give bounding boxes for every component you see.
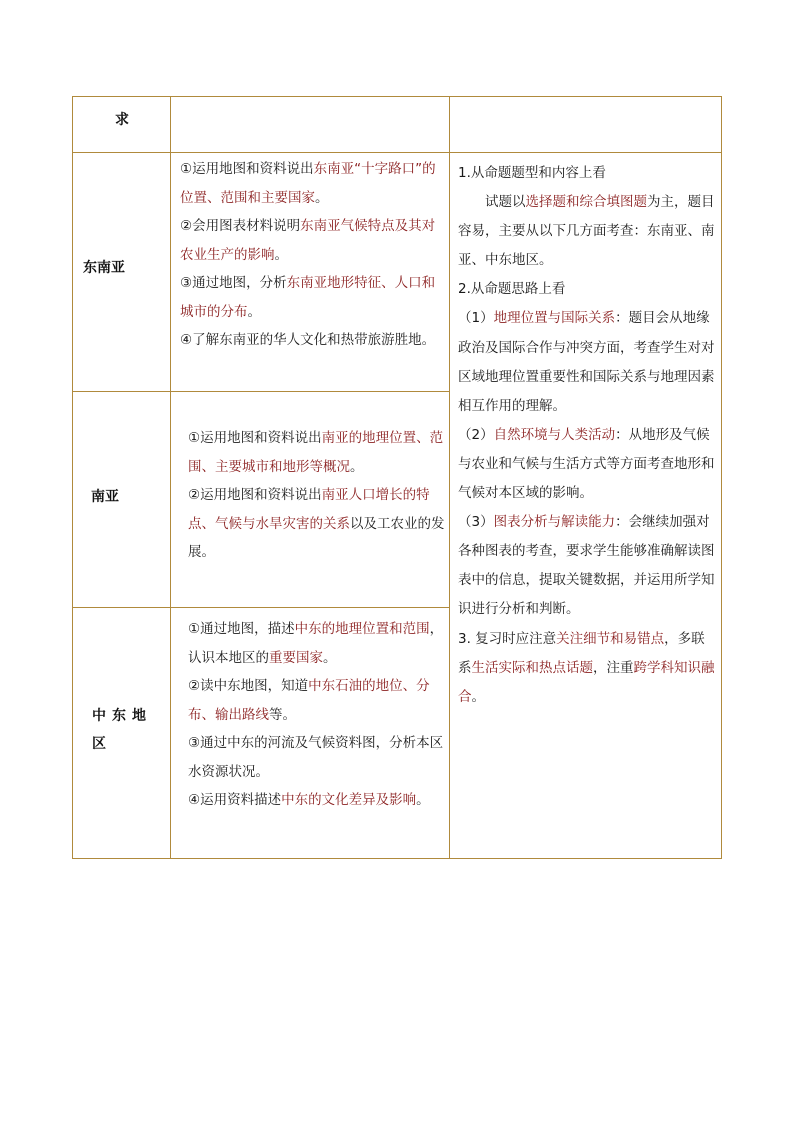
highlighted-text: 南亚的地理位置、范围、主要城市和地形等概况 [188, 430, 444, 475]
highlighted-text: 中东的文化差异及影响 [281, 792, 417, 808]
requirement-item: ②运用地图和资料说出南亚人口增长的特点、气候与水旱灾害的关系以及工农业的发展。 [188, 487, 445, 560]
highlighted-text: 中东石油的地位、分布、输出路线 [188, 678, 430, 723]
highlighted-text: 生活实际和热点话题 [471, 659, 593, 676]
highlighted-text: 图表分析与解读能力 [493, 514, 616, 531]
highlighted-text: 自然环境与人类活动 [493, 426, 616, 443]
row-divider-2 [73, 607, 449, 608]
requirement-item: ②读中东地图，知道中东石油的地位、分布、输出路线等。 [188, 678, 430, 723]
highlighted-text: 跨学科知识融合 [458, 659, 715, 705]
requirement-item: ③通过地图，分析东南亚地形特征、人口和城市的分布。 [180, 275, 436, 320]
exam-analysis [458, 159, 716, 712]
highlighted-text: 选择题和综合填图题 [525, 194, 647, 211]
column-divider-1 [170, 97, 171, 858]
analysis-paragraph: 1.从命题题型和内容上看 [458, 165, 606, 181]
column-divider-2 [449, 97, 450, 858]
requirements-table [72, 96, 722, 859]
region-label-southeast-asia: 东南亚 [83, 260, 125, 276]
requirement-item: ①运用地图和资料说出东南亚“十字路口”的位置、范围和主要国家。 [180, 161, 436, 206]
region-label-middle-east: 中东地区 [92, 708, 152, 752]
row-divider-header [73, 152, 721, 153]
requirements-south-asia [188, 424, 446, 567]
highlighted-text: 东南亚地形特征、人口和城市的分布 [180, 275, 436, 320]
highlighted-text: 地理位置与国际关系 [493, 310, 616, 327]
highlighted-text: 南亚人口增长的特点、气候与水旱灾害的关系 [188, 487, 430, 532]
requirement-item: ③通过中东的河流及气候资料图，分析本区水资源状况。 [188, 735, 444, 780]
requirement-item: ②会用图表材料说明东南亚气候特点及其对农业生产的影响。 [180, 218, 436, 263]
header-cell-label: 求 [115, 112, 129, 128]
analysis-paragraph: （2）自然环境与人类活动：从地形及气候与农业和气候与生活方式等方面考查地形和气候对本区域的影响。 [458, 426, 715, 502]
requirements-southeast-asia [180, 155, 445, 355]
analysis-paragraph: 3. 复习时应注意关注细节和易错点，多联系生活实际和热点话题，注重跨学科知识融合。 [458, 630, 715, 705]
highlighted-text: 中东的地理位置和范围 [294, 621, 430, 637]
analysis-paragraph: 2.从命题思路上看 [458, 281, 566, 298]
row-divider-1 [73, 391, 449, 392]
region-label-south-asia: 南亚 [91, 489, 119, 505]
requirement-item: ④运用资料描述中东的文化差异及影响。 [188, 792, 430, 808]
requirement-item: ④了解东南亚的华人文化和热带旅游胜地。 [180, 332, 436, 348]
analysis-paragraph: （3）图表分析与解读能力：会继续加强对各种图表的考查，要求学生能够准确解读图表中的信息，提取关键数据，并运用所学知识进行分析和判断。 [458, 514, 715, 618]
requirement-item: ①通过地图，描述中东的地理位置和范围，认识本地区的重要国家。 [188, 621, 444, 666]
highlighted-text: 东南亚气候特点及其对农业生产的影响 [180, 218, 436, 263]
requirement-item: ①运用地图和资料说出南亚的地理位置、范围、主要城市和地形等概况。 [188, 430, 444, 475]
highlighted-text: 东南亚“十字路口”的位置、范围和主要国家 [180, 161, 436, 206]
requirements-middle-east [188, 615, 446, 815]
analysis-paragraph: （1）地理位置与国际关系：题目会从地缘政治及国际合作与冲突方面，考查学生对对区域地理位置重要性和国际关系与地理因素相互作用的理解。 [458, 310, 715, 414]
analysis-paragraph: 试题以选择题和综合填图题为主，题目容易，主要从以下几方面考查：东南亚、南亚、中东地区。 [458, 194, 715, 269]
highlighted-text: 重要国家 [269, 649, 323, 666]
highlighted-text: 关注细节和易错点 [556, 630, 665, 647]
